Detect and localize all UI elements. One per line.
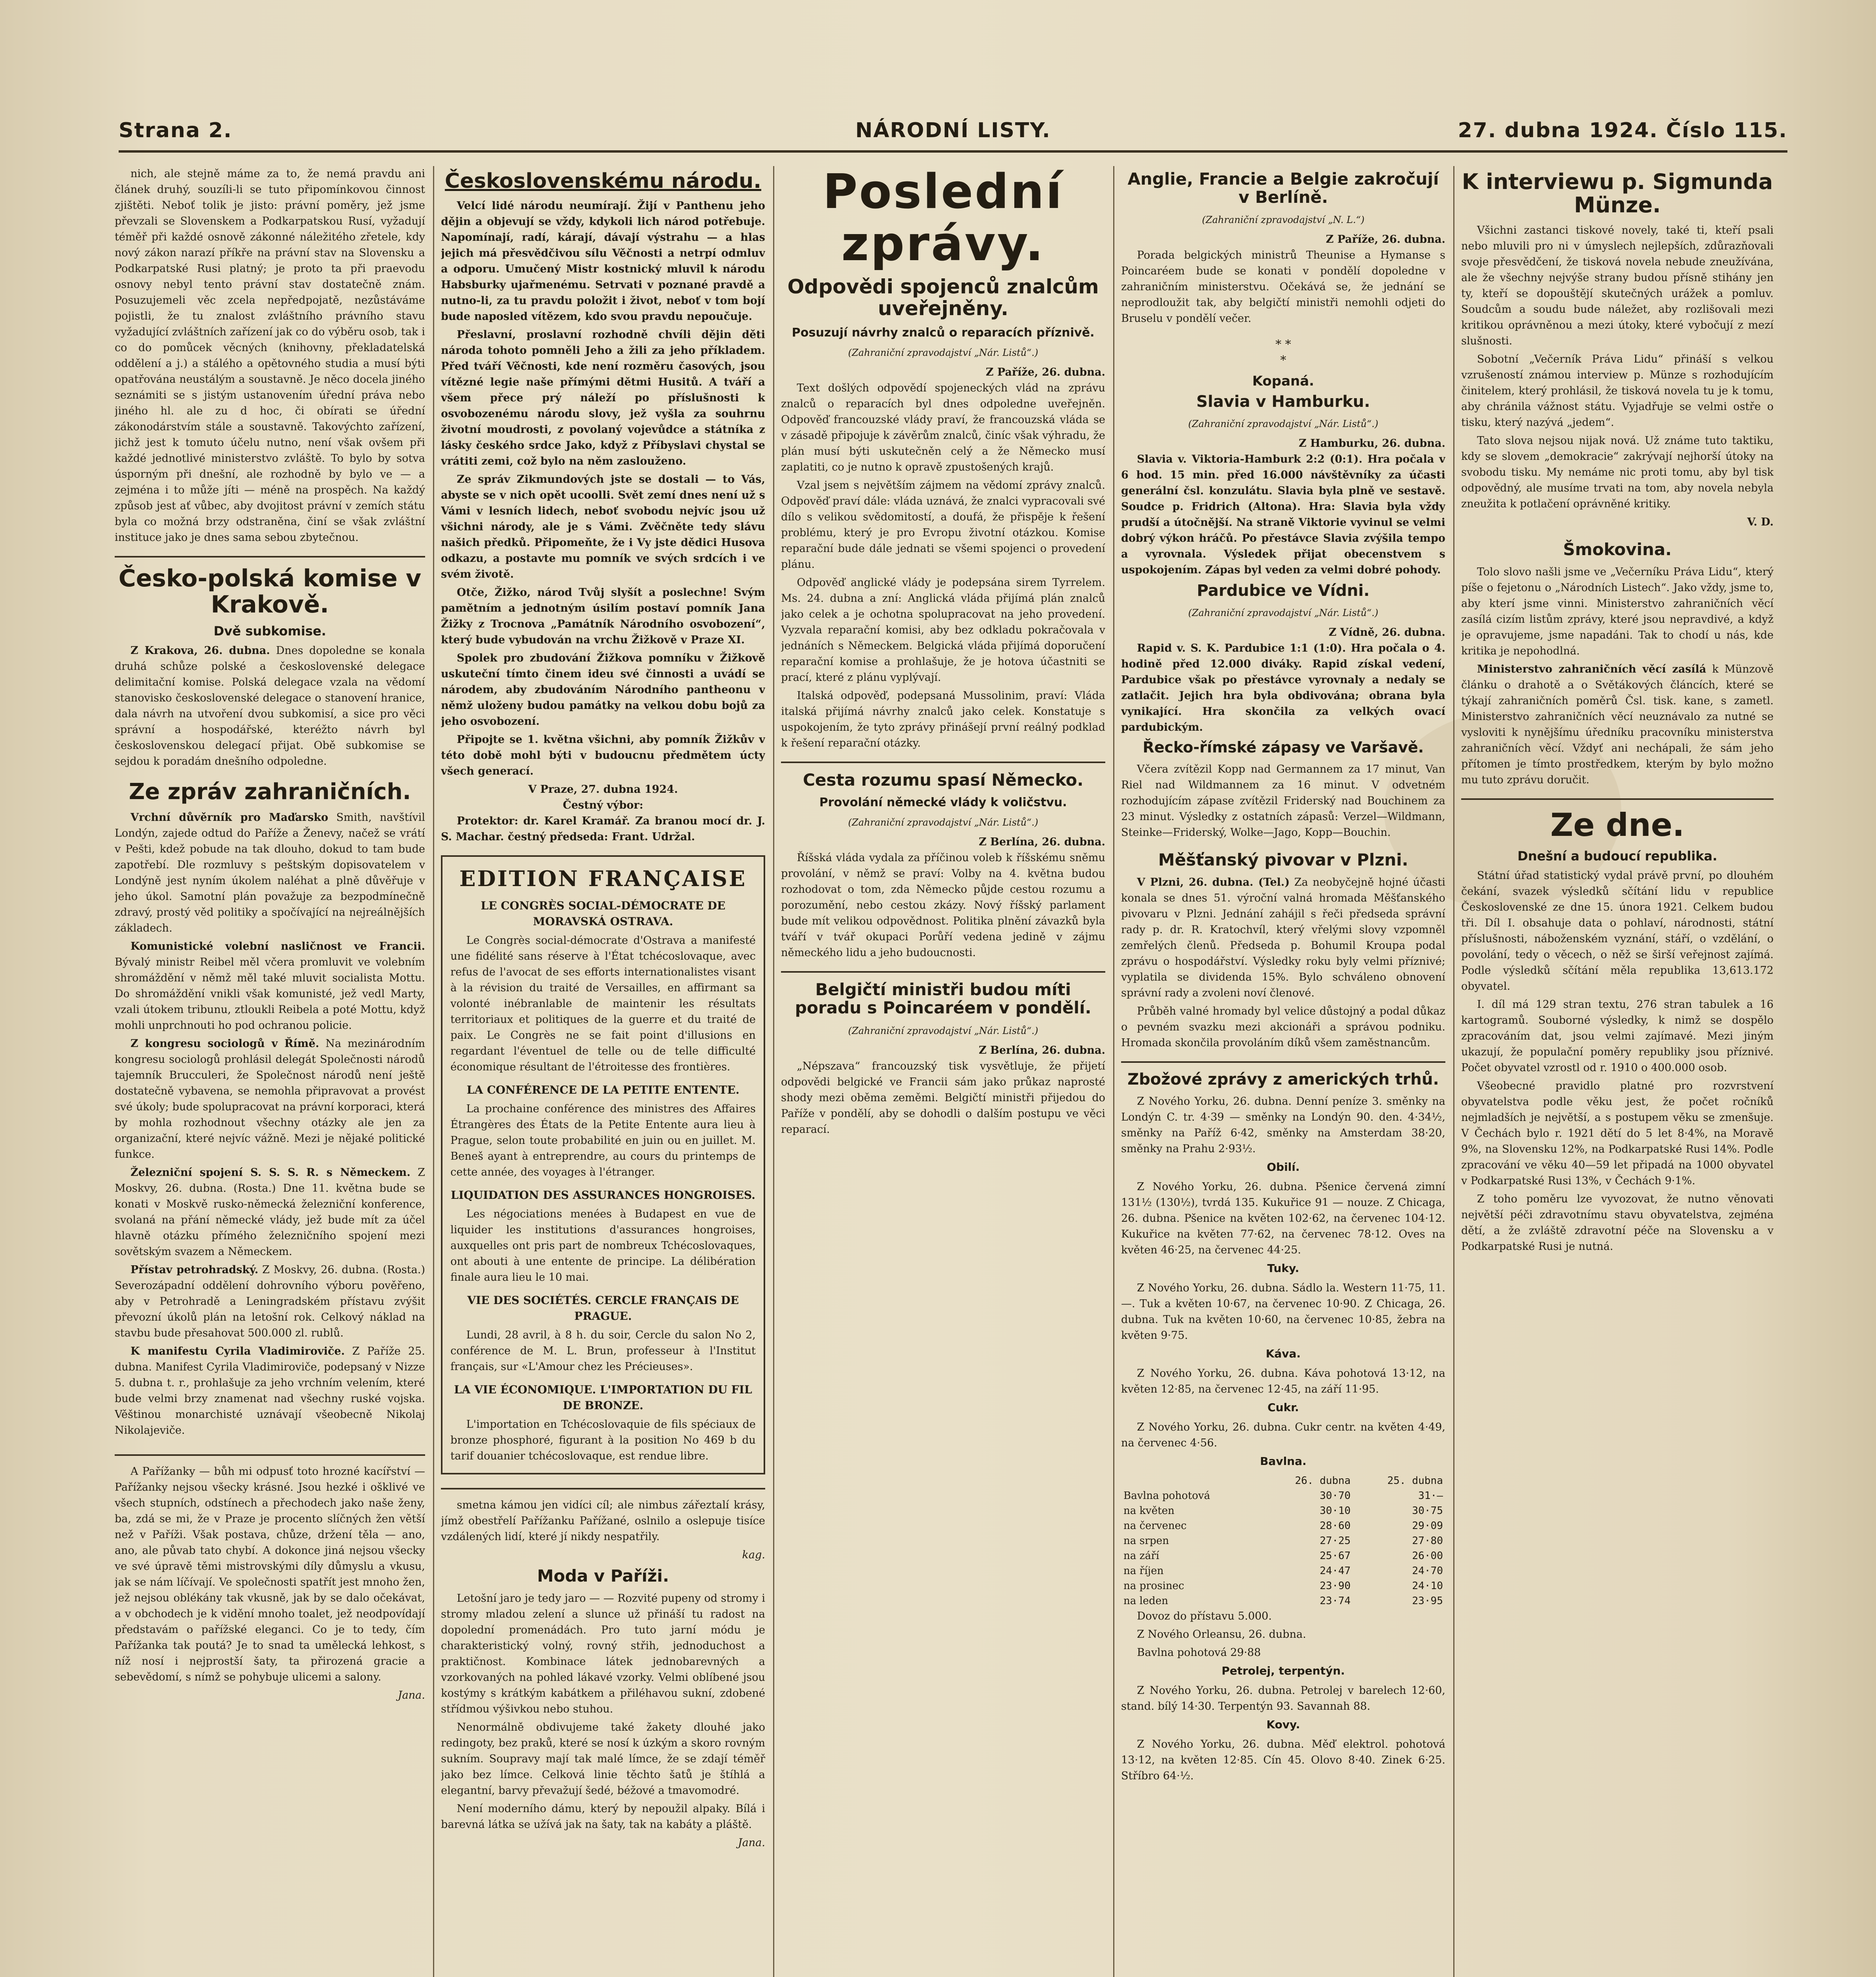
table-header: [1121, 1473, 1261, 1488]
table-cell: na září: [1123, 1550, 1159, 1562]
item-text: Na mezinárodním kongresu sociologů prohlásil delegát Společnosti národů tajemník Brucculeri, že Společnost národů není ještě dostatečně vybavena, se nemohla připravovat a provést své úkoly; bude spolupracovat na právní korporaci, která by mohla rozhodnout všechny otázky ale jen za organizační, které nejvíc vážně. Mezi je nějaké politické funkce.: [115, 1037, 425, 1160]
source: (Zahraniční zpravodajství „Nár. Listů“.): [848, 347, 1038, 358]
article-text: Tolo slovo našli jsme ve „Večerníku Práva Lidu“, který píše o fejetonu o „Národních Listech“. Jako vždy, jsme to, aby kterí jsme vinni. Ministerstvo zahraničních věcí zasílá cizím listům zprávy, které jsou nepravdivé, a když je opravujeme, jsme napadáni. Tak to chodí u nás, kde kritika je nepohodlná.: [1461, 565, 1774, 657]
headline: Slavia v Hamburku.: [1196, 393, 1370, 411]
signature-place: V Praze, 27. dubna 1924.: [528, 783, 678, 796]
dateline: Z Berlína, 26. dubna.: [978, 836, 1105, 849]
cotton-table: [1121, 1473, 1445, 1608]
market-heading: Bavlna.: [1260, 1455, 1307, 1468]
edition-text: Les négociations menées à Budapest en vue de liquider les institutions d'assurances hongroises, auxquelles ont pris part de nombreux Tchécoslovaques, ont abouti à une entente de principe. La délibération finale aura lieu le 10 mai.: [450, 1208, 756, 1283]
article-text: Přeslavní, proslavní rozhodně chvíli dějin děti národa tohoto pomněli Jeho a žili za jeho příkladem. Před tváří Věčnosti, kde není rozměru časových, jsou vítězné legie naše přímými dětmi Husitů. A tváří a všem přece prý náleží po příslušnosti k osvobozenému národu slovy, jež vyšla za souhrnu životní moudrosti, z povolaný vojevůdce a státníka z lásky českého srdce Jako, když z Příbyslavi chystal se vrátiti zemi, což bylo na něm zaslouženo.: [441, 329, 765, 468]
dateline: Z Paříže, 26. dubna.: [985, 366, 1105, 378]
article-text: Tato slova nejsou nijak nová. Už známe tuto taktiku, kdy se slovem „demokracie“ zakrývají nejhorší útoky na svobodu tisku. My nemáme nic proti tomu, aby byl tisk odpovědný, ale musíme trvati na tom, aby novela nebyla zneužita k potlačení oprávněné kritiky.: [1461, 434, 1774, 510]
signature: Jana.: [398, 1689, 425, 1701]
market-reports: [1121, 1071, 1445, 1784]
table-cell: 25·67: [1320, 1550, 1351, 1562]
section-title: Ze dne.: [1550, 806, 1685, 843]
article-text: Letošní jaro je tedy jaro — — Rozvité pupeny od stromy i stromy mladou zelení a slunce už přináší tu radost na dopolední promenádách. Pro tuto jarní módu je charakteristický volný, rovný střih, jednoduchost a praktičnost. Kombinace látek jednobarevných a vzorkovaných na pohled lákavé vzorky. Velmi oblíbené jsou kostýmy s krátkým kabátkem a přiléhavou sukní, zdobené střídmou výšivkou nebo stuhou.: [441, 1592, 765, 1715]
article-text: Ze správ Zikmundových jste se dostali — to Vás, abyste se v nich opět ucoolli. Svět zemí dnes není už s Vámi v lesních lidech, neboť svobodu nejvíc jsou už všichni národy, ale je s Vámi. Zvěčněte tedy slávu našich předků. Připomeňte, že i Vy jste dědici Husova odkazu, a postavte mu pomník ve svých srdcích i ve svém životě.: [441, 473, 765, 581]
dateline: V Plzni, 26. dubna. (Tel.): [1137, 876, 1290, 889]
column-1: [115, 166, 425, 1977]
article-text: Spolek pro zbudování Žižkova pomníku v Žižkově uskuteční tímto činem ideu své činnosti a uvádí se národem, aby zbudováním Národního pantheonu v němž uloženy budou památky na velkou dobu bojů za jeho osvobození.: [441, 652, 765, 728]
article-zahranicni: [115, 780, 425, 1438]
subheadline: Dvě subkomise.: [214, 624, 326, 639]
article-text: Všeobecné pravidlo platné pro rozvrstvení obyvatelstva podle věku jest, že počet ročníků nejmladších je největší, a s postupem věku se zmenšuje. V Čechách bylo r. 1921 dětí do 5 let 8·4%, na Moravě 9%, na Slovensku 12%, na Podkarpatské Rusi 14%. Podle zpracování ve věku 40—59 let připadá na 1000 obyvatel v Podkarpatské Rusi 13%, v Čechách 9·1%.: [1461, 1079, 1774, 1187]
headline: Šmokovina.: [1563, 539, 1672, 559]
article-text: I. díl má 129 stran textu, 276 stran tabulek a 16 kartogramů. Souborné výsledky, k nimž se dospělo zpracováním dat, jsou velmi zajímavé. Mezi jiným ukazují, že populační poměry republiky jsou příznivé. Počet obyvatel vzrostl od r. 1910 o 400.000 osob.: [1461, 998, 1774, 1074]
item-text: Smith, navštívil Londýn, zajede odtud do Paříže a Ženevy, načež se vrátí v Pešti, kdež pobude na tak dlouho, dokud to tam bude zapotřebí. Dle rozmluvy s peštským dopisovatelem v Londýně jest nyním úkolem naléhat a plně důvěřuje v jeho úkol. Samotní plán považuje za bezpodmínečně zdravý, prostý věd politiky a spočívající na nejreálnějších základech.: [115, 811, 425, 934]
article-text: „Népszava“ francouzský tisk vysvětluje, že přijetí odpovědi belgické ve Francii sám jako průkaz naprosté shody mezi oběma zeměmi. Belgičtí ministři přijedou do Paříže v pondělí, aby se dohodli o dalším postupu ve věci reparací.: [781, 1060, 1105, 1136]
item-text: Z Moskvy, 26. dubna. (Rosta.) Dne 11. května bude se konati v Moskvě rusko-německá železniční konference, svolaná na přání německé vlády, jež bude mít za účel hlavně otázku přímého železničního spojení mezi sovětským svazem a Německem.: [115, 1166, 425, 1258]
market-heading: Cukr.: [1267, 1401, 1299, 1414]
table-row: [1121, 1503, 1445, 1518]
edition-text: Le Congrès social-démocrate d'Ostrava a manifesté une fidélité sans réserve à l'État tchécoslovaque, avec refus de l'avocat de ses efforts internationalistes visant à la révision du traité de Versailles, en affirmant sa volonté inébranlable de maintenir les résultats territoriaux et politiques de la guerre et du traité de paix. Le Congrès ne se fait point d'illusions en regardant l'éventuel de telle ou de telle difficulté économique résultant de l'étroitesse des frontières.: [450, 934, 756, 1073]
table-cell: 29·09: [1412, 1520, 1443, 1532]
table-cell: 23·74: [1320, 1595, 1351, 1607]
item-head: Z kongresu sociologů v Římě.: [130, 1037, 320, 1050]
article-text: Slavia v. Viktoria-Hamburk 2:2 (0:1). Hra počala v 6 hod. 15 min. před 16.000 návštěvníky za účasti generální čsl. konzulátu. Slavia byla plně ve sestavě. Soudce p. Fridrich (Altona). Hra: Slavia byla vždy prudší a útočnější. Na straně Viktorie vyvinul se velmi dobrý výkon hráčů. Po přestávce Slavia zvýšila tempo a vyrovnala. Výsledek přijat obecenstvem s uspokojením. Zápas byl veden za velmi dobré pohody.: [1121, 453, 1445, 576]
table-row: [1121, 1593, 1445, 1608]
table-row: [1121, 1518, 1445, 1533]
article-belgicti: [781, 981, 1105, 1137]
headline: Belgičtí ministři budou míti poradu s Poincaréem v pondělí.: [795, 980, 1091, 1018]
item-text: Z Paříže 25. dubna. Manifest Cyrila Vladimiroviče, podepsaný v Nizze 5. dubna t. r., prohlašuje za jeho vrchním velením, které bude velmi brzy znamenat nad všechny ruské vojska. Věštinou monarchisté uznávají všeobecně Nikolaj Nikolajeviče.: [115, 1345, 425, 1436]
table-cell: na květen: [1123, 1505, 1174, 1517]
table-row: [1121, 1563, 1445, 1578]
edition-section: LA VIE ÉCONOMIQUE. L'IMPORTATION DU FIL DE BRONZE.: [454, 1383, 752, 1412]
article-odpovedi: [781, 276, 1105, 751]
table-row: [1121, 1488, 1445, 1503]
table-cell: 26·00: [1412, 1550, 1443, 1562]
source: (Zahraniční zpravodajství „Nár. Listů“.): [848, 1025, 1038, 1036]
market-text: Bavlna pohotová 29·88: [1137, 1646, 1261, 1659]
market-text: Z Nového Yorku, 26. dubna. Denní peníze 3. směnky na Londýn C. tr. 4·39 — směnky na Londýn 90. den. 4·34½, směnky na Paříž 6·42, směnky na Amsterdam 38·20, směnky na Prahu 2·93½.: [1121, 1095, 1445, 1155]
market-text: Z Nového Yorku, 26. dubna. Sádlo la. Western 11·75, 11. —. Tuk a květen 10·67, na červenec 10·90. Z Chicaga, 26. dubna. Tuk na květen 10·60, na červenec 10·85, žebra na květen 9·75.: [1121, 1282, 1445, 1342]
article-text: Italská odpověď, podepsaná Mussolinim, praví: Vláda italská přijímá návrhy znalců jako celek. Konstatuje s uspokojením, že tyto zprávy přinášejí první reálný podklad k řešení reparační otázky.: [781, 690, 1105, 749]
column-3: [781, 166, 1105, 1977]
market-heading: Tuky.: [1267, 1262, 1299, 1275]
column-rule: [773, 166, 774, 1977]
column-rule: [1113, 166, 1114, 1977]
source: (Zahraniční zpravodajství „Nár. Listů“.): [1188, 607, 1379, 619]
feuilleton-divider: [115, 1454, 425, 1456]
table-row: [1121, 1533, 1445, 1548]
table-cell: na červenec: [1123, 1520, 1187, 1532]
article-text: Text došlých odpovědí spojeneckých vlád na zprávu znalců o reparacích byl dnes odpoledne uveřejněn. Odpověď francouzské vlády praví, že francouzská vláda se v zásadě připojuje k závěrům znalců, činíc však výhradu, že plán musí býti uskutečněn celý a že Německo musí zaplatiti, co je nutno k opravě zpustošených krajů.: [781, 382, 1105, 473]
dateline: Z Hamburku, 26. dubna.: [1299, 437, 1445, 450]
column-2: [441, 166, 765, 1977]
article-text: Všichni zastanci tiskové novely, také ti, kteří psali nebo mluvili pro ni v úmyslech nejlepších, zdůrazňovali svoje přesvědčení, že tisková novela nebude zneužívána, ale že všechny nejvýše strany budou přísně stihány jen ty, kteří se dopouštějí skutečných urážek a pomluv. Soudcům a soudu bude náležet, aby rozlišovali mezi kritikou oprávněnou a mezi útoky, které vybočují z mezí slušnosti.: [1461, 224, 1774, 347]
item-head: Přístav petrohradský.: [130, 1263, 259, 1276]
table-cell: 24·10: [1412, 1580, 1443, 1592]
headline: Pardubice ve Vídni.: [1197, 582, 1370, 600]
table-header-row: [1121, 1473, 1445, 1488]
article-text: Sobotní „Večerník Práva Lidu“ přináší s velkou vzrušeností známou interview p. Münze s rozhodujícím činitelem, který prohlásil, že tisková novela tu je k tomu, aby chránila vážnost státu. Vyjadřuje se velmi ostře o tisku, který nazývá „jedem“.: [1461, 353, 1774, 429]
dateline: Z Paříže, 26. dubna.: [1326, 233, 1445, 246]
table-cell: na leden: [1123, 1595, 1168, 1607]
market-text: Z Nového Yorku, 26. dubna. Měď elektrol. pohotová 13·12, na květen 12·85. Cín 45. Olovo 8·40. Zinek 6·25. Stříbro 64·½.: [1121, 1738, 1445, 1782]
table-cell: 27·80: [1412, 1535, 1443, 1547]
edition-francaise: [441, 855, 765, 1474]
item-text: Bývalý ministr Reibel měl včera promluvit ve volebním shromáždění v němž měl také mluvit socialista Mottu. Do shromáždění vnikli však komunisté, jež vedl Marty, vzali útokem tribunu, ztloukli Reibela a poté Mottu, když mohli unprchnouti ho pod ochranou policie.: [115, 956, 425, 1032]
headline: Anglie, Francie a Belgie zakročují v Berlíně.: [1127, 169, 1439, 207]
edition-text: La prochaine conférence des ministres des Affaires Étrangères des États de la Petite Entente aura lieu à Prague, selon toute probabilité en juin ou en juillet. M. Beneš ayant à entreprendre, au cours du printemps de cette année, des voyages à l'étranger.: [450, 1102, 756, 1178]
divider: [115, 556, 425, 558]
article-text: Vzal jsem s největším zájmem na vědomí zprávy znalců. Odpověď praví dále: vláda uznává, že znalci vypracovali své dílo s velikou svědomitostí, a doufá, že přispěje k řešení problému, který je pro Evropu životní otázkou. Komise reparační bude dále jednati se všemi spojenci o provedení plánu.: [781, 479, 1105, 571]
edition-section: VIE DES SOCIÉTÉS. CERCLE FRANÇAIS DE PRAGUE.: [467, 1293, 739, 1323]
signature: kag.: [742, 1548, 765, 1561]
headline: K interviewu p. Sigmunda Münze.: [1462, 169, 1773, 218]
article-text: Připojte se 1. května všichni, aby pomník Žižkův v této době mohl býti v budoucnu předmětem úcty všech generací.: [441, 733, 765, 778]
article-proclamation: [441, 170, 765, 845]
item-head: K manifestu Cyrila Vladimiroviče.: [130, 1345, 345, 1357]
article-text: Včera zvítězil Kopp nad Germannem za 17 minut, Van Riel nad Wildmannem za 16 minut. V odvetném rozhodujícím zápase zvítězil Friderský nad Bouchinem za 23 minut. Výsledky z ostatních zápasů: Verzel—Wildmann, Steinke—Friderský, Wolke—Jago, Kopp—Bouchin.: [1121, 763, 1445, 839]
divider: [781, 762, 1105, 763]
column-rule: [1453, 166, 1454, 1977]
table-cell: Bavlna pohotová: [1123, 1490, 1210, 1502]
column-5: [1461, 166, 1774, 1977]
article-cesko-polska: [115, 565, 425, 769]
signature-names: Protektor: dr. Karel Kramář. Za branou mocí dr. J. S. Machar. čestný předseda: Frant. Udržal.: [441, 815, 765, 843]
table-cell: 27·25: [1320, 1535, 1351, 1547]
stars-divider: * * *: [1275, 338, 1291, 368]
table-cell: 28·60: [1320, 1520, 1351, 1532]
article-ze-dne: [1461, 808, 1774, 1255]
subheadline: Provolání německé vlády k voličstvu.: [819, 796, 1067, 810]
article-text: nich, ale stejně máme za to, že nemá pravdu ani článek druhý, souzíli-li se tuto připomínkovou činnost zjištěti. Neboť tolik je jisto: právní poměry, jež jsme převzali se Slovenskem a Podkarpatskou Rusí, vyžadují téměř při každé osnově zákonné náležitého zřetele, kdy nový zákon narazí příkře na právní stav na Slovensku a Podkarpatské Rusi platný; je proto ta při praevodu osnovy nebyl tento právní stav dostatečně znám. Posuzujemeli věc zcela nepředpojatě, nezůstáváme pojistli, že tu znalost zvláštního právního stavu vyžadující zvláštních zařízení jak co do výběru osob, tak i co do pomůcek věcných (knihovny, překladatelská oddělení a j.) a stálého a opětovného studia a musí býti opatřována neustálým a soustavně. Je něco docela jiného seznámiti se s jistým ustanovením úřední práva nebo jiného hl. ale zu d hoc, či obírati se úřední zákonodárstvím stále a soustavně. Takovýchto zařízení, jichž jest k tomuto účelu nutno, není však ovšem při každé jednotlivé ministerstvo zvláště. To bylo by sotva úsporným při dnešní, ale rozhodně by bylo ve — a zejména i to může jíti — méně na prospěch. Na každý způsob jest ať vůbec, aby dvojitost právní v zemích státu byla co možná brzy odstraněna, činí se však zvláštní instituce jako je dnes sama sebou zbytečnou.: [115, 168, 425, 544]
main-headline: Poslední zprávy.: [823, 166, 1064, 272]
article-text: k Münzově článku o drahotě a o Světákových článcích, které se týkají zahraničních poměrů Čsl. tisk. kane, s zametl. Ministerstvo zahraničních věcí neuznávalo za nutné se vysloviti k nynějšímu úředníku pracovníku ministerstva zahraničních věcí. Vždyť ani nechápali, že sám jeho přítomen je tímto prostředkem, kterým by bylo možno mu tuto zprávu doručit.: [1461, 663, 1774, 786]
article-interview: [1461, 170, 1774, 530]
table-cell: 24·47: [1320, 1565, 1351, 1577]
sport-section: [1121, 373, 1445, 841]
subheadline: Posuzují návrhy znalců o reparacích příznivě.: [792, 326, 1095, 340]
item-head: Vrchní důvěrník pro Maďarsko: [130, 811, 329, 824]
feuilleton-text: smetna kámou jen vidíci cíl; ale nimbus zářeztalí krásy, jímž obestřelí Pařížanku Pařížané, oslnilo a oslepuje tisíce vzdálených lidí, které jí nikdy nespatřily.: [441, 1499, 765, 1543]
headline: Ze zpráv zahraničních.: [129, 779, 411, 805]
divider: [1461, 798, 1774, 800]
section-title: Kopaná.: [1252, 373, 1314, 389]
article-text: Velcí lidé národu neumírají. Žijí v Panthenu jeho dějin a objevují se vždy, kdykoli lich národ potřebuje. Napomínají, radí, kárají, dávají výstrahu — a hlas jejich má přesvědčivou sílu Věčnosti a netrpí odmluv a odporu. Umučený Mistr kostnický mluvil k národu Habsburky ujařmenému. Setrvati v poznané pravdě a nutno-li, za tu pravdu položit i život, neboť v tom bojí bude naposled vítězem, kdo svou pravdu nepoučuje.: [441, 200, 765, 323]
table-cell: 30·75: [1412, 1505, 1443, 1517]
table-cell: 23·90: [1320, 1580, 1351, 1592]
article-smokovina: [1461, 541, 1774, 788]
article-text: Porada belgických ministrů Theunise a Hymanse s Poincaréem bude se konati v pondělí dopoledne v zahraničním ministerstvu. Očekává se, že jednání se neprodloužit tak, aby belgičtí ministři nemohli odjeti do Bruselu v pondělí večer.: [1121, 249, 1445, 325]
table-row: [1121, 1578, 1445, 1593]
table-cell: 24·70: [1412, 1565, 1443, 1577]
article-text: Dnes dopoledne se konala druhá schůze polské a československé delegace delimitační komise. Polská delegace vzala na vědomí stanovisko československé delegace o stanovení hranice, dala návrh na utvoření dvou subkomisí, a sice pro věci správní a hospodářské, kteréžto návrh byl československou delegací přijat. Obě subkomise se sejdou k poradám dnešního odpoledne.: [115, 645, 425, 767]
headline: Odpovědi spojenců znalcům uveřejněny.: [787, 275, 1099, 320]
edition-text: L'importation en Tchécoslovaquie de fils spéciaux de bronze phosphoré, figurant à la position No 469 b du tarif douanier tchécoslovaque, est rendue libre.: [450, 1418, 756, 1462]
signature: V. D.: [1747, 516, 1774, 528]
edition-text: Lundi, 28 avril, à 8 h. du soir, Cercle du salon No 2, conférence de M. L. Brun, professeur à l'Institut français, sur «L'Amour chez les Précieuses».: [450, 1329, 756, 1373]
article-nemecko: [781, 771, 1105, 961]
article-text: Není moderního dámu, který by nepoužil alpaky. Bílá i barevná látka se užívá jak na šaty, tak na kabáty a pláště.: [441, 1802, 765, 1831]
market-heading: Kovy.: [1266, 1718, 1300, 1731]
headline: Měšťanský pivovar v Plzni.: [1158, 850, 1409, 870]
paper-title: NÁRODNÍ LISTY.: [855, 119, 1051, 142]
page-number: Strana 2.: [119, 119, 233, 142]
table-cell: 23·95: [1412, 1595, 1443, 1607]
article-text: Nenormálně obdivujeme také žakety dlouhé jako redingoty, bez praků, které se nosí k úzkým a skoro rovným sukním. Soupravy mají tak malé límce, že se zdají téměř jako bez límce. Celková linie těchto šatů je štíhlá a elegantní, barvy převažují šedé, béžové a tmavomodré.: [441, 1721, 765, 1797]
edition-title: EDITION FRANÇAISE: [459, 866, 747, 892]
table-cell: 31·—: [1418, 1490, 1443, 1502]
table-cell: na srpen: [1123, 1535, 1169, 1547]
table-header: 26. dubna: [1295, 1475, 1351, 1487]
article-text: Říšská vláda vydala za příčinou voleb k říšskému sněmu provolání, v němž se praví: Volby na 4. května budou rozhodovat o tom, zda Německo půjde cestou rozumu a porozumění, nebo cestou zkázy. Nový říšský parlament bude mít velikou odpovědnost. Politika plnění závazků byla tváří v tvář okupaci Porůří vedena jedině v zájmu německého lidu a jeho budoucnosti.: [781, 852, 1105, 959]
issue-date: 27. dubna 1924. Číslo 115.: [1458, 119, 1787, 142]
headline: Cesta rozumu spasí Německo.: [803, 770, 1084, 790]
market-text: Z Nového Yorku, 26. dubna. Petrolej v barelech 12·60, stand. bílý 14·30. Terpentýn 93. Savannah 88.: [1121, 1684, 1445, 1713]
headline: Česko-polská komise v Krakově.: [118, 565, 422, 618]
article-text: Rapid v. S. K. Pardubice 1:1 (1:0). Hra počala o 4. hodině před 12.000 diváky. Rapid získal vedení, Pardubice však po přestávce vyrovnaly a nedaly se zatlačit. Jejich hra byla obdivována; obrana byla vynikající. Hra skončila za velkých ovací pardubickým.: [1121, 642, 1445, 734]
market-text: Z Nového Yorku, 26. dubna. Káva pohotová 13·12, na květen 12·85, na červenec 12·45, na září 11·95.: [1121, 1367, 1445, 1396]
article-intro: [115, 166, 425, 546]
column-rule: [433, 166, 434, 1977]
headline: Československému národu.: [444, 169, 762, 193]
edition-section: LIQUIDATION DES ASSURANCES HONGROISES.: [450, 1188, 756, 1202]
masthead: [119, 115, 1787, 153]
table-cell: na říjen: [1123, 1565, 1164, 1577]
feuilleton-col1: [115, 1464, 425, 1703]
article-text: Průběh valné hromady byl velice důstojný a podal důkaz o pevném svazku mezi akcionáři a správou podniku. Hromada skončila provoláním díků všem zaměstnancům.: [1121, 1005, 1445, 1049]
headline: Moda v Paříži.: [537, 1566, 669, 1586]
article-text: Z toho poměru lze vyvozovat, že nutno věnovati největší péči zdravotnímu stavu obyvatelstva, zejména dětí, a že zvláště zdravotní péče na Slovensku a v Podkarpatské Rusi je nutná.: [1461, 1193, 1774, 1253]
article-pivovar: [1121, 851, 1445, 1051]
edition-section: LA CONFÉRENCE DE LA PETITE ENTENTE.: [467, 1083, 739, 1096]
item-head: Železniční spojení S. S. S. R. s Německem.: [130, 1166, 410, 1179]
article-text: Odpověď anglické vlády je podepsána sirem Tyrrelem. Ms. 24. dubna a zní: Anglická vláda přijímá plán znalců jako celek a je ochotna spolupracovat na jeho provedení. Vyzvala reparační komisi, aby bez odkladu pokračovala v jednáních s Německem. Belgická vláda přijímá doporučení reparační komise a prohlašuje, že je hotova účastniti se prací, které z plánu vyplývají.: [781, 576, 1105, 684]
market-heading: Petrolej, terpentýn.: [1222, 1664, 1345, 1678]
market-heading: Obilí.: [1267, 1160, 1300, 1174]
source: (Zahraniční zpravodajství „Nár. Listů“.): [848, 817, 1038, 828]
table-cell: 30·10: [1320, 1505, 1351, 1517]
dateline: Z Krakova, 26. dubna.: [130, 645, 270, 657]
feuilleton-col2: [441, 1497, 765, 1851]
table-cell: 30·70: [1320, 1490, 1351, 1502]
market-text: Dovoz do přístavu 5.000.: [1137, 1610, 1272, 1623]
headline: Řecko-římské zápasy ve Varšavě.: [1142, 739, 1424, 756]
market-text: Z Nového Yorku, 26. dubna. Cukr centr. na květen 4·49, na červenec 4·56.: [1121, 1421, 1445, 1450]
item-text: Z Moskvy, 26. dubna. (Rosta.) Severozápadní oddělení dohrovního výboru pověřeno, aby v Petrohradě a Leningradském přístavu zvýšit převozní úkolů plán na letošní rok. Celkový náklad na stavbu bude přesahovat 500.000 zl. rublů.: [115, 1263, 425, 1339]
article-text: Za neobyčejně hojné účasti konala se dnes 51. výroční valná hromada Měšťanského pivovaru v Plzni. Jednání zahájil s řeči předseda správní rady p. dr. R. Kratochvíl, který vřelými slovy vzpomněl zemřelých členů. Předseda p. Bohumil Kroupa podal zprávu o hospodářství. Výsledky roku byly velmi příznivé; vyplatila se dividenda 15%. Bylo schváleno obnovení správní rady a zvoleni noví členové.: [1121, 876, 1445, 1000]
table-header: 25. dubna: [1387, 1475, 1443, 1487]
table-cell: na prosinec: [1123, 1580, 1184, 1592]
item-head: Komunistické volební nasličnost ve Francii.: [130, 940, 425, 953]
market-text: Z Nového Yorku, 26. dubna. Pšenice červená zimní 131½ (130½), tvrdá 135. Kukuřice 91 — nouze. Z Chicaga, 26. dubna. Pšenice na květen 102·62, na červenec 104·12. Kukuřice na květen 77·62, na červenec 78·12. Oves na květen 46·25, na červenec 44·25.: [1121, 1181, 1445, 1257]
table-row: [1121, 1548, 1445, 1563]
article-anglie: [1121, 170, 1445, 327]
headline: Zbožové zprávy z amerických trhů.: [1127, 1070, 1439, 1089]
divider: [1121, 1061, 1445, 1063]
divider: [781, 971, 1105, 973]
feuilleton-text: A Pařížanky — bůh mi odpusť toto hrozné kacířství — Pařížanky nejsou všecky krásné. Jsou hezké i ošklivé ve všech stupních, odstínech a přechodech jako naše ženy, ba, zdá se mi, že v Praze je procento slíčných žen větší než v Paříži. Však postava, chůze, držení těla — ano, ano, ale půvab tato chybí. A dokonce jiná nejsou všecky ve své úpravě těmi mistrovskými díly důmyslu a vkusu, jak se nám líčívají. Ve společnosti spatřít jest mnoho žen, jež nejsou oblékány tak vkusně, jak by se dalo očekávat, a v obchodech je k vidění mnoho toalet, jež neodpovídají představám o pařížské eleganci. Co je to tedy, čím Pařížanka tak poutá? Je to snad ta umělecká lehkost, s níž nosí i nejprostší šaty, ta přirozená gracie a sebevědomí, s nímž se pohybuje ulicemi a salony.: [115, 1465, 425, 1683]
signature: Jana.: [738, 1836, 765, 1849]
dateline: Z Berlína, 26. dubna.: [978, 1044, 1105, 1057]
article-text: Státní úřad statistický vydal právě první, po dlouhém čekání, svazek výsledků sčítání lidu v republice Československé ze dne 15. února 1921. Celkem budou tři. Díl I. obsahuje data o pohlaví, národnosti, státní příslušnosti, náboženském vyznání, stáří, o vzdělání, o povolání, tedy o věcech, o něž se širší veřejnost zajímá. Podle výsledků sčítání měla republika 13,613.172 obyvatel.: [1461, 869, 1774, 992]
source: (Zahraniční zpravodajství „Nár. Listů“.): [1188, 418, 1379, 430]
feuilleton-divider: [441, 1488, 765, 1489]
subheadline: Dnešní a budoucí republika.: [1517, 848, 1717, 864]
column-4: [1121, 166, 1445, 1977]
market-heading: Káva.: [1265, 1347, 1301, 1361]
edition-section: LE CONGRÈS SOCIAL-DÉMOCRATE DE MORAVSKÁ OSTRAVA.: [480, 899, 726, 928]
article-text: Otče, Žižko, národ Tvůj slyšít a poslechne! Svým pamětním a jednotným úsilím postaví pomník Jana Žižky z Trocnova „Památník Národního osvobození“, který bude vybudován na vrchu Žižkově v Praze XI.: [441, 586, 765, 646]
item-head: Ministerstvo zahraničních věcí zasílá: [1477, 663, 1706, 675]
signature-committee: Čestný výbor:: [563, 799, 643, 812]
dateline: Z Vídně, 26. dubna.: [1328, 626, 1445, 639]
source: (Zahraniční zpravodajství „N. L.“): [1202, 214, 1365, 226]
market-text: Z Nového Orleansu, 26. dubna.: [1137, 1628, 1306, 1641]
